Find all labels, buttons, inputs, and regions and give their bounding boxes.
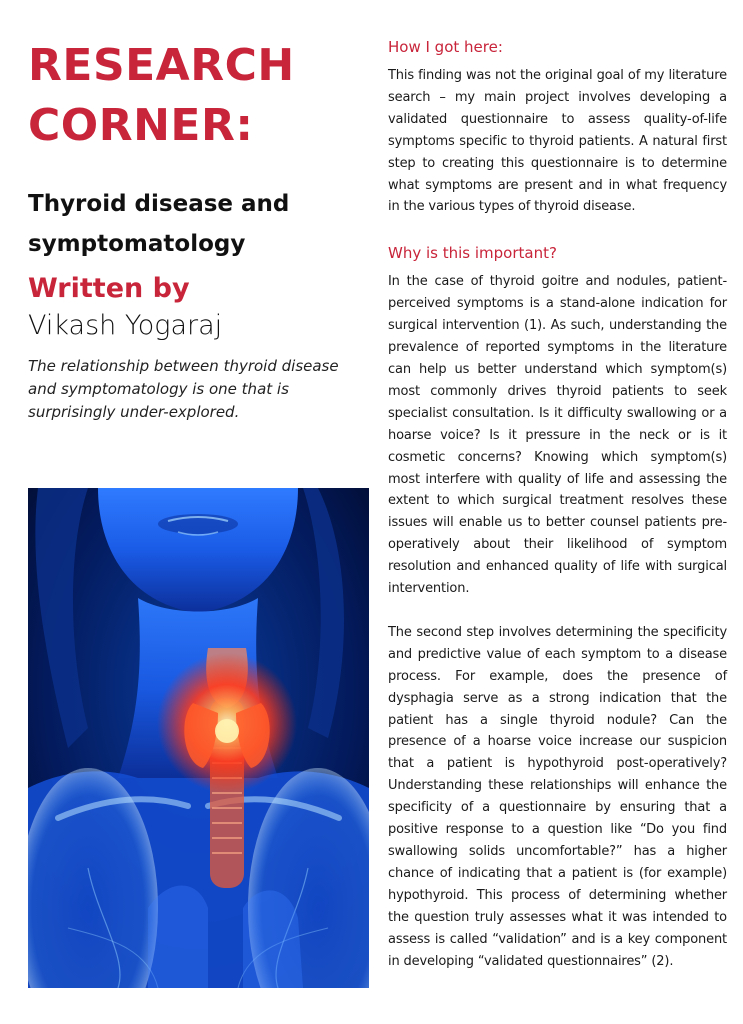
paragraph: This finding was not the original goal of my literature search – my main project involves developing a validated questionnaire to assess quality-of-life symptoms specific to thyroid patients. A natural first step to creating this questionnaire is to determine what symptoms are present and in what frequency in the various types of thyroid disease. [388,68,727,215]
title-line-2: CORNER: [28,100,254,151]
subtitle-line-1: Thyroid disease and [28,191,290,217]
byline-label: Written by [28,273,190,304]
author-name: Vikash Yogaraj [28,310,223,341]
intro-text: The relationship between thyroid disease and symptomatology is one that is surprisingly under-explored. [28,357,339,421]
article-subtitle [28,184,358,264]
thyroid-illustration [28,488,369,988]
paragraph: The second step involves determining the specificity and predictive value of each symptom to a disease process. For example, does the presence of dysphagia serve as a strong indication that the patient has a single thyroid nodule? Can the presence of a hoarse voice increase our suspicion that a patient is hypothyroid post-operatively? Understanding these relationships will enhance the specificity of a questionnaire by ensuring that a positive response to a question like “Do you find swallowing solids uncomfortable?” has a higher chance of indicating that a patient is (for example) hypothyroid. This process of determining whether the question truly assesses what it was intended to assess is called “validation” and is a key component in developing “validated questionnaires” (2). [388,624,727,969]
page-title [28,36,358,156]
article-body [388,36,727,972]
paragraph: In the case of thyroid goitre and nodules, patient-perceived symptoms is a stand-alone indication for surgical intervention (1). As such, understanding the prevalence of reported symptoms in the literature can help us better understand which symptom(s) most commonly drives thyroid patients to seek specialist consultation. Is it difficulty swallowing or a hoarse voice? Is it pressure in the neck or is it cosmetic concerns? Knowing which symptom(s) most interfere with quality of life and assessing the extent to which surgical treatment resolves these issues will enable us to better counsel patients pre-operatively about their likelihood of symptom resolution and enhanced quality of life with surgical intervention. [388,274,727,597]
section-heading: How I got here: [388,38,503,56]
title-line-1: RESEARCH [28,40,295,91]
section-heading: Why is this important? [388,244,557,263]
subtitle-line-2: symptomatology [28,231,246,257]
